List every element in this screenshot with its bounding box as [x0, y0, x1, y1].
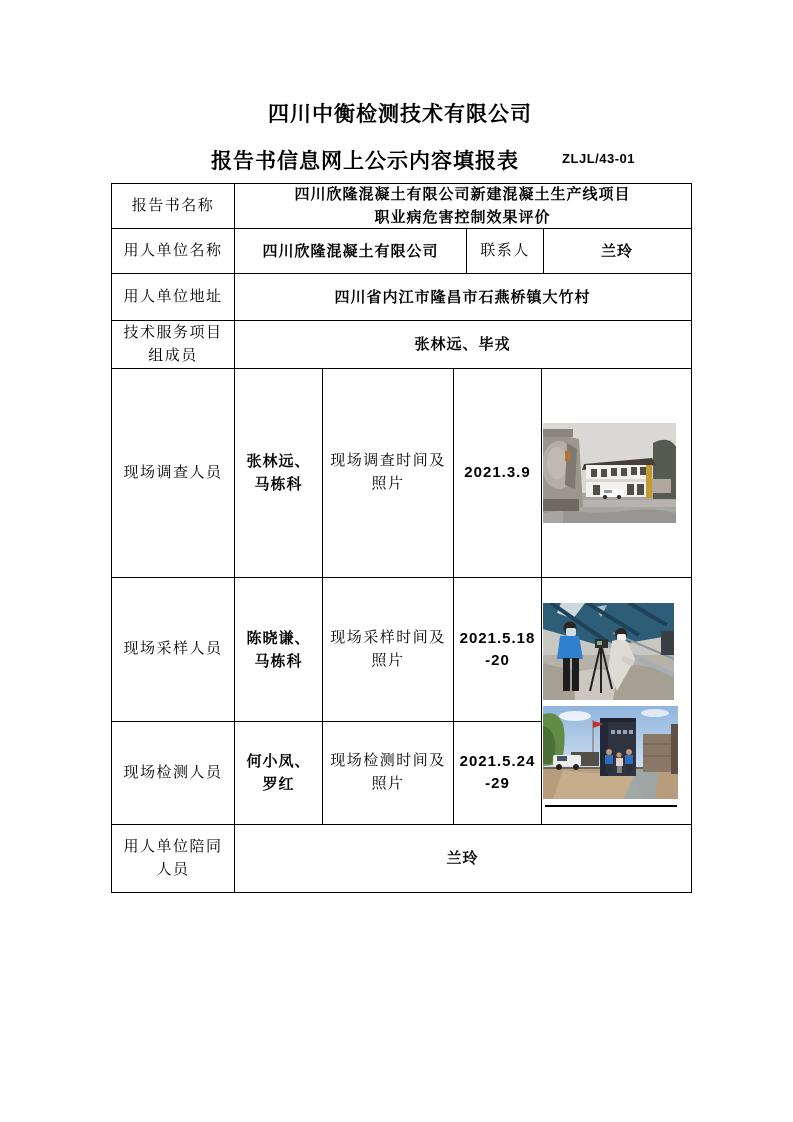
project-team-value: 张林远、毕戎: [414, 336, 511, 353]
row-employer-name: [112, 229, 691, 274]
project-team-label-cell: [112, 321, 235, 368]
company-title: 四川中衡检测技术有限公司: [268, 103, 532, 126]
employer-address-label: 用人单位地址: [123, 288, 223, 305]
report-name-line2: 职业病危害控制效果评价: [374, 209, 551, 226]
sampling-site-photo: [543, 603, 674, 700]
survey-time-label-line1: 现场调查时间及: [330, 453, 446, 469]
sampling-date-line1: 2021.5.18: [459, 629, 536, 647]
form-code: ZLJL/43-01: [562, 151, 635, 166]
testing-site-photo: [543, 706, 678, 799]
survey-label: 现场调查人员: [123, 464, 223, 481]
escort-label-cell: [112, 825, 235, 892]
sampling-testing-photo-cell: [542, 578, 690, 824]
row-report-name: [112, 184, 691, 229]
employer-address-value: 四川省内江市隆昌市石燕桥镇大竹村: [334, 288, 591, 306]
escort-label-line2: 人员: [156, 861, 190, 878]
form-title: 报告书信息网上公示内容填报表: [211, 150, 519, 173]
testing-time-label-cell: [323, 722, 454, 824]
testing-names-line2: 罗红: [262, 776, 295, 793]
testing-date-cell: [454, 722, 542, 824]
testing-date-line1: 2021.5.24: [459, 753, 536, 770]
sampling-date-line2: -20: [485, 651, 510, 669]
contact-label-cell: [467, 229, 544, 273]
escort-value: 兰玲: [446, 850, 479, 867]
row-escort: [112, 825, 691, 892]
report-name-line1: 四川欣隆混凝土有限公司新建混凝土生产线项目: [294, 186, 631, 203]
report-info-table: [111, 183, 692, 893]
survey-names-cell: [235, 369, 323, 577]
employer-name-value-cell: [235, 229, 467, 273]
row-survey: [112, 369, 691, 578]
sampling-date-cell: [454, 578, 542, 721]
rowgroup-sampling-testing: [112, 578, 691, 825]
survey-date: 2021.3.9: [464, 464, 531, 481]
report-name-label-cell: [112, 184, 235, 228]
testing-names-line1: 何小凤、: [246, 753, 311, 770]
row-project-team: [112, 321, 691, 369]
report-name-label: 报告书名称: [131, 197, 215, 214]
row-sampling: [112, 578, 542, 722]
survey-names-line2: 马栋科: [254, 476, 303, 493]
sampling-names-cell: [235, 578, 323, 721]
survey-date-cell: [454, 369, 542, 577]
subtitle-row: [111, 145, 689, 173]
survey-time-label-line2: 照片: [371, 476, 405, 492]
escort-value-cell: [235, 825, 690, 892]
testing-time-label-line2: 照片: [371, 776, 405, 792]
row-employer-address: [112, 274, 691, 321]
testing-time-label-line1: 现场检测时间及: [330, 753, 446, 769]
survey-time-label-cell: [323, 369, 454, 577]
survey-photo-cell: [542, 369, 690, 577]
testing-names-cell: [235, 722, 323, 824]
survey-names-line1: 张林远、: [246, 453, 311, 470]
employer-name-label: 用人单位名称: [123, 242, 223, 259]
survey-site-photo: [543, 423, 676, 523]
row-testing: [112, 722, 542, 824]
contact-value-cell: [544, 229, 690, 273]
testing-label: 现场检测人员: [123, 764, 223, 781]
sampling-label-cell: [112, 578, 235, 721]
sampling-names-line1: 陈晓谦、: [246, 629, 311, 647]
sampling-label: 现场采样人员: [123, 641, 223, 657]
employer-name-value: 四川欣隆混凝土有限公司: [262, 242, 439, 260]
sampling-time-label-cell: [323, 578, 454, 721]
testing-label-cell: [112, 722, 235, 824]
contact-value: 兰玲: [600, 242, 633, 260]
employer-address-label-cell: [112, 274, 235, 320]
project-team-value-cell: [235, 321, 690, 368]
sampling-time-label-line2: 照片: [371, 652, 405, 669]
employer-address-value-cell: [235, 274, 690, 320]
escort-label-line1: 用人单位陪同: [123, 838, 223, 855]
photo-underline: [545, 805, 677, 807]
survey-label-cell: [112, 369, 235, 577]
project-team-label-line2: 组成员: [148, 347, 198, 364]
employer-name-label-cell: [112, 229, 235, 273]
rowgroup-left: [112, 578, 542, 824]
sampling-time-label-line1: 现场采样时间及: [330, 629, 446, 646]
contact-label: 联系人: [480, 242, 530, 259]
project-team-label-line1: 技术服务项目: [123, 324, 223, 341]
sampling-names-line2: 马栋科: [254, 652, 303, 670]
report-name-value-cell: [235, 184, 690, 228]
testing-date-line2: -29: [485, 775, 510, 792]
